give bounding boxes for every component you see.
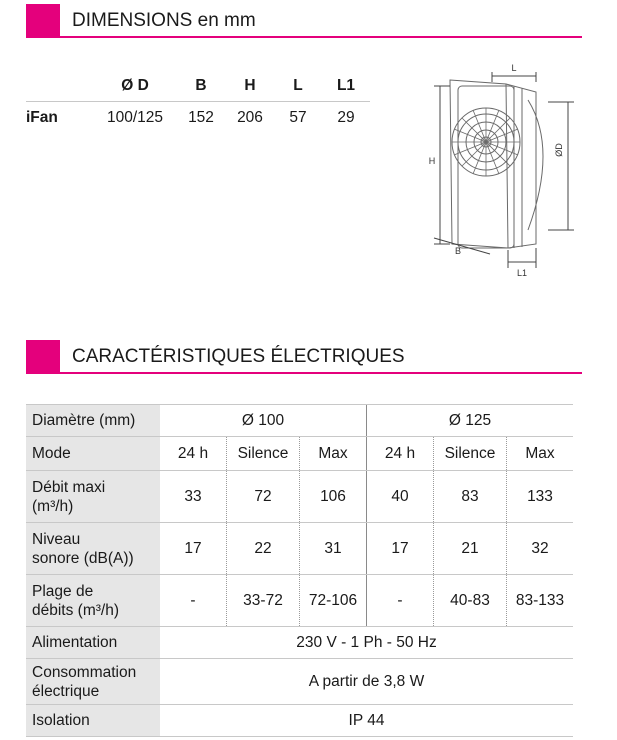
label-debit-line1: Débit maxi [32, 478, 106, 496]
section-accent-block [26, 4, 60, 38]
value-diameter: 100/125 [106, 108, 164, 126]
diagram-label-h: H [428, 156, 436, 166]
debit-125-24h: 40 [367, 471, 434, 523]
plage-125-max: 83-133 [507, 575, 574, 627]
mode-125-max: Max [507, 437, 574, 471]
row-diametre [26, 405, 573, 437]
electrical-title: CARACTÉRISTIQUES ÉLECTRIQUES [72, 346, 405, 367]
value-l: 57 [289, 108, 307, 126]
plage-100-24h: - [160, 575, 227, 627]
mode-100-24h: 24 h [160, 437, 227, 471]
value-b: 152 [188, 108, 214, 126]
dimensions-header-l: L [274, 70, 322, 102]
label-niveau-line2: sonore (dB(A)) [32, 549, 134, 567]
label-debit-line2: (m³/h) [32, 497, 74, 515]
debit-100-24h: 33 [160, 471, 227, 523]
row-plage [26, 575, 573, 627]
mode-125-24h: 24 h [367, 437, 434, 471]
product-name: iFan [26, 108, 58, 126]
label-plage [26, 575, 160, 627]
niveau-125-max: 32 [507, 523, 574, 575]
section-underline [26, 372, 582, 374]
dimensions-header-h: H [226, 70, 274, 102]
dimensions-header-b: B [176, 70, 226, 102]
value-diameter-125: Ø 125 [367, 405, 574, 437]
label-plage-line1: Plage de [32, 582, 94, 600]
label-niveau [26, 523, 160, 575]
debit-100-silence: 72 [227, 471, 300, 523]
label-plage-line2: débits (m³/h) [32, 601, 119, 619]
mode-100-max: Max [300, 437, 367, 471]
value-isolation: IP 44 [160, 705, 573, 737]
dimensions-header-l1: L1 [322, 70, 370, 102]
label-consommation-line2: électrique [32, 682, 100, 700]
debit-100-max: 106 [300, 471, 367, 523]
row-niveau [26, 523, 573, 575]
debit-125-silence: 83 [434, 471, 507, 523]
value-l1: 29 [337, 108, 355, 126]
dimensions-row-ifan [26, 102, 370, 134]
diagram-label-l: L [511, 63, 517, 73]
fan-dimension-diagram [410, 58, 590, 278]
dimensions-section-header [26, 4, 582, 38]
niveau-100-max: 31 [300, 523, 367, 575]
mode-100-silence: Silence [227, 437, 300, 471]
diagram-label-diameter: ØD [554, 143, 564, 157]
electrical-table [26, 404, 573, 737]
plage-100-max: 72-106 [300, 575, 367, 627]
diagram-label-b: B [454, 246, 462, 256]
value-h: 206 [237, 108, 263, 126]
section-accent-block [26, 340, 60, 374]
dimensions-header-diameter: Ø D [94, 70, 176, 102]
mode-125-silence: Silence [434, 437, 507, 471]
dimensions-title: DIMENSIONS en mm [72, 10, 256, 31]
niveau-125-24h: 17 [367, 523, 434, 575]
label-niveau-line1: Niveau [32, 530, 81, 548]
label-debit [26, 471, 160, 523]
plage-125-24h: - [367, 575, 434, 627]
value-consommation: A partir de 3,8 W [160, 659, 573, 705]
row-alimentation [26, 627, 573, 659]
row-mode [26, 437, 573, 471]
label-consommation-line1: Consommation [32, 663, 137, 681]
diagram-label-l1: L1 [516, 268, 528, 278]
value-alimentation: 230 V - 1 Ph - 50 Hz [160, 627, 573, 659]
niveau-100-silence: 22 [227, 523, 300, 575]
value-diameter-100: Ø 100 [160, 405, 367, 437]
label-mode: Mode [26, 437, 160, 471]
niveau-125-silence: 21 [434, 523, 507, 575]
dimensions-header-empty [26, 70, 94, 102]
label-diametre: Diamètre (mm) [26, 405, 160, 437]
dimensions-header-row [26, 70, 370, 102]
label-isolation: Isolation [26, 705, 160, 737]
section-underline [26, 36, 582, 38]
debit-125-max: 133 [507, 471, 574, 523]
electrical-section-header [26, 340, 582, 374]
niveau-100-24h: 17 [160, 523, 227, 575]
row-debit [26, 471, 573, 523]
label-consommation [26, 659, 160, 705]
label-alimentation: Alimentation [26, 627, 160, 659]
plage-100-silence: 33-72 [227, 575, 300, 627]
plage-125-silence: 40-83 [434, 575, 507, 627]
fan-front-panel [450, 80, 508, 248]
dimensions-table [26, 70, 370, 133]
row-consommation [26, 659, 573, 705]
row-isolation [26, 705, 573, 737]
